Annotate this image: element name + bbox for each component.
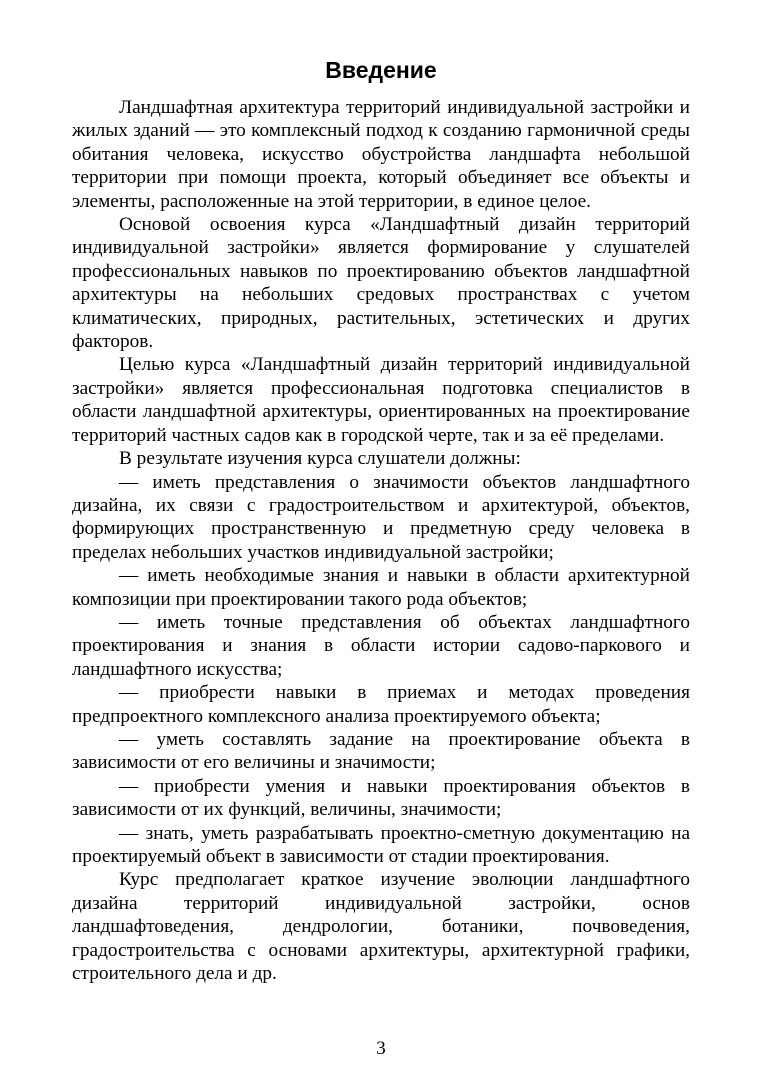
list-item-outcome: — знать, уметь разрабатывать проектно-сметную документацию на проектируемый объект в зависимости от стадии проектирования. xyxy=(72,822,690,867)
paragraph-outcomes-lead: В результате изучения курса слушатели должны: xyxy=(119,448,521,470)
paragraph-course-goal: Целью курса «Ландшафтный дизайн территорий индивидуальной застройки» является профессиональная подготовка специалистов в области ландшафтной архитектуры, ориентированных на проектирование территорий частных садов как в городской черте, так и за её пределами. xyxy=(72,354,690,446)
list-item-outcome: — приобрести умения и навыки проектирования объектов в зависимости от их функций, величины, значимости; xyxy=(72,775,690,821)
document-page xyxy=(72,0,690,1079)
list-item-outcome: — уметь составлять задание на проектирование объекта в зависимости от его величины и значимости; xyxy=(72,728,690,774)
page-title: Введение xyxy=(325,57,437,83)
paragraph-intro: Ландшафтная архитектура территорий индивидуальной застройки и жилых зданий — это комплексный подход к созданию гармоничной среды обитания человека, искусство обустройства ландшафта небольшой территории при помощи проекта, который объединяет все объекты и элементы, расположенные на этой территории, в единое целое. xyxy=(72,97,690,212)
list-item-outcome: — приобрести навыки в приемах и методах проведения предпроектного комплексного анализа проектируемого объекта; xyxy=(72,682,690,727)
paragraph-course-scope: Курс предполагает краткое изучение эволюции ландшафтного дизайна территорий индивидуальной застройки, основ ландшафтоведения, дендрологии, ботаники, почвоведения, градостроительства с основами архитектуры, архитектурной графики, строительного дела и др. xyxy=(72,869,690,985)
body-text xyxy=(72,96,690,985)
list-item-outcome: — иметь необходимые знания и навыки в области архитектурной композиции при проектировании такого рода объектов; xyxy=(72,565,690,610)
list-item-outcome: — иметь представления о значимости объектов ландшафтного дизайна, их связи с градостроительством и архитектурой, объектов, формирующих пространственную и предметную среду человека в пределах небольших участков индивидуальной застройки; xyxy=(72,471,690,563)
paragraph-course-basis: Основой освоения курса «Ландшафтный дизайн территорий индивидуальной застройки» является формирование у слушателей профессиональных навыков по проектированию объектов ландшафтной архитектуры на небольших средовых пространствах с учетом климатических, природных, растительных, эстетических и других факторов. xyxy=(72,214,690,353)
page-number: 3 xyxy=(376,1038,386,1059)
list-item-outcome: — иметь точные представления об объектах ландшафтного проектирования и знания в области истории садово-паркового и ландшафтного искусства; xyxy=(72,611,690,680)
